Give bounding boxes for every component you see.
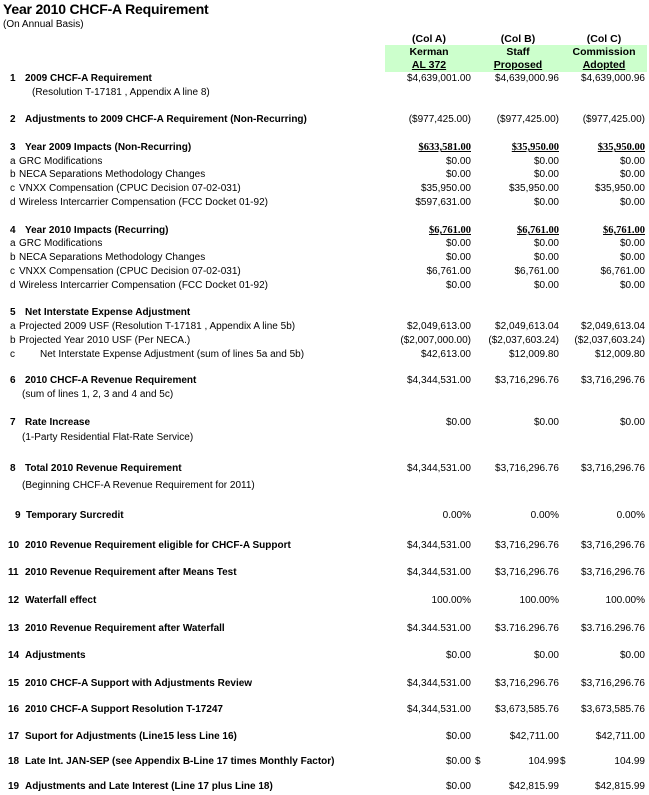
col-b-value: $3,716,296.76 (495, 567, 559, 578)
col-c-value: $6,761.00 (600, 266, 645, 277)
page-title: Year 2010 CHCF-A Requirement (3, 1, 209, 17)
col-b-value: $6,761.00 (517, 225, 559, 236)
table-row-3 (0, 142, 649, 156)
col-a-value: $0.00 (445, 781, 471, 792)
col-a-value: $4,344,531.00 (407, 463, 471, 474)
line-note: (Resolution T-17181 , Appendix A line 8) (32, 87, 210, 98)
line-label: Adjustments and Late Interest (Line 17 plus Line 18) (25, 781, 273, 792)
table-row-3a (0, 156, 649, 170)
col-c-value: $35,950.00 (597, 142, 645, 153)
col-b-value: $4,639,000.96 (495, 73, 559, 84)
col-c-value: $0.00 (619, 252, 645, 263)
table-row-12 (0, 595, 649, 609)
col-a-value: $0.00 (445, 417, 471, 428)
col-c-value: $3,716,296.76 (581, 463, 645, 474)
col-a-value: $633,581.00 (418, 142, 471, 153)
col-a-value: $4,344,531.00 (407, 678, 471, 689)
table-row-7 (0, 417, 649, 431)
col-b-value: $12,009.80 (508, 349, 559, 360)
col-a-value: $597,631.00 (415, 197, 471, 208)
line-letter: c (10, 349, 15, 360)
table-row-14 (0, 650, 649, 664)
col-c-value: 0.00% (616, 510, 645, 521)
col-b-value: $0.00 (533, 650, 559, 661)
table-row-2 (0, 114, 649, 128)
col-a-value: $6,761.00 (426, 266, 471, 277)
table-row-8-note (0, 480, 649, 494)
col-a-value: $0.00 (445, 731, 471, 742)
table-row-17 (0, 731, 649, 745)
line-label: Wireless Intercarrier Compensation (FCC Docket 01-92) (19, 280, 268, 291)
col-b-value: $0.00 (533, 156, 559, 167)
table-row-1 (0, 73, 649, 87)
table-row-11 (0, 567, 649, 581)
table-row-15 (0, 678, 649, 692)
line-label: VNXX Compensation (CPUC Decision 07-02-031) (19, 266, 241, 277)
col-c-value: $3,716,296.76 (581, 375, 645, 386)
col-c-value: $3,673,585.76 (581, 704, 645, 715)
line-label: Temporary Surcredit (26, 510, 124, 521)
col-a-value: $0.00 (445, 169, 471, 180)
col-c-sub: Adopted (582, 59, 626, 71)
line-letter: b (10, 252, 16, 263)
line-number: 7 (10, 417, 16, 428)
col-a-value: ($977,425.00) (408, 114, 471, 125)
col-c-value: $0.00 (619, 417, 645, 428)
col-a-value: $4,344,531.00 (407, 375, 471, 386)
table-row-3b (0, 169, 649, 183)
col-c-value: $0.00 (619, 197, 645, 208)
table-row-3c (0, 183, 649, 197)
line-label: 2010 CHCF-A Support Resolution T-17247 (25, 704, 223, 715)
line-label: Total 2010 Revenue Requirement (25, 463, 182, 474)
col-c-value: $3.716.296.76 (581, 623, 645, 634)
line-number: 17 (8, 731, 20, 742)
line-label: NECA Separations Methodology Changes (19, 252, 206, 263)
line-number: 10 (8, 540, 20, 551)
col-b-value: $35,950.00 (508, 183, 559, 194)
table-row-3d (0, 197, 649, 211)
line-label: Adjustments to 2009 CHCF-A Requirement (Non-Recurring) (25, 114, 307, 125)
table-row-6-note (0, 389, 649, 403)
col-b-value: $0.00 (533, 417, 559, 428)
col-a-value: $4.344.531.00 (407, 623, 471, 634)
line-letter: a (10, 238, 16, 249)
col-a-value: $4,639,001.00 (407, 73, 471, 84)
col-b-value: $3,716,296.76 (495, 540, 559, 551)
line-letter: c (10, 266, 15, 277)
col-c-value: $3,716,296.76 (581, 567, 645, 578)
table-row-9 (0, 510, 649, 524)
col-c-value: $42,815.99 (594, 781, 645, 792)
line-letter: a (10, 156, 16, 167)
col-b-value: $0.00 (533, 197, 559, 208)
col-a-value: $0.00 (445, 238, 471, 249)
table-row-5b (0, 335, 649, 349)
col-b-value: $35,950.00 (511, 142, 559, 153)
col-c-value: ($977,425.00) (582, 114, 645, 125)
line-label: Waterfall effect (25, 595, 97, 606)
line-label: VNXX Compensation (CPUC Decision 07-02-031) (19, 183, 241, 194)
line-label: 2010 CHCF-A Support with Adjustments Review (25, 678, 253, 689)
line-letter: c (10, 183, 15, 194)
col-a-name: Kerman (409, 46, 449, 58)
col-c-value: $0.00 (619, 238, 645, 249)
line-number: 2 (10, 114, 16, 125)
col-b-value: 0.00% (530, 510, 559, 521)
line-label: Wireless Intercarrier Compensation (FCC Docket 01-92) (19, 197, 268, 208)
table-row-4c (0, 266, 649, 280)
line-label: 2010 CHCF-A Revenue Requirement (25, 375, 197, 386)
col-b-sub: Proposed (493, 59, 543, 71)
line-number: 11 (8, 567, 19, 578)
line-letter: b (10, 169, 16, 180)
col-b-value: $3,716,296.76 (495, 375, 559, 386)
line-number: 18 (8, 756, 20, 767)
line-number: 1 (10, 73, 16, 84)
col-c-name: Commission (572, 46, 636, 58)
col-a-value: $0.00 (445, 156, 471, 167)
col-a-value: $0.00 (445, 252, 471, 263)
line-letter: d (10, 280, 16, 291)
col-a-sub: AL 372 (411, 59, 447, 71)
line-note: (1-Party Residential Flat-Rate Service) (22, 432, 194, 443)
col-c-value: $0.00 (619, 156, 645, 167)
col-b-value: ($2,037,603.24) (488, 335, 559, 346)
col-b-value: $0.00 (533, 169, 559, 180)
table-row-5c (0, 349, 649, 363)
col-a-value: $0.00 (445, 280, 471, 291)
col-a-value: 0.00% (442, 510, 471, 521)
col-c-value: $35,950.00 (594, 183, 645, 194)
col-b-id: (Col B) (500, 33, 536, 45)
line-label: 2010 Revenue Requirement after Means Test (25, 567, 237, 578)
line-label: 2009 CHCF-A Requirement (25, 73, 152, 84)
col-b-value: $6,761.00 (514, 266, 559, 277)
col-a-value: 100.00% (431, 595, 471, 606)
line-number: 15 (8, 678, 20, 689)
table-row-10 (0, 540, 649, 554)
col-c-value: $0.00 (619, 169, 645, 180)
table-row-19 (0, 781, 649, 795)
col-c-value: $2,049,613.04 (581, 321, 645, 332)
line-label: Net Interstate Expense Adjustment (25, 307, 191, 318)
line-label: Projected 2009 USF (Resolution T-17181 , Appendix A line 5b) (19, 321, 296, 332)
col-b-value: $3,673,585.76 (495, 704, 559, 715)
col-c-value: $3,716,296.76 (581, 678, 645, 689)
table-row-4 (0, 225, 649, 239)
col-c-value: $0.00 (619, 280, 645, 291)
line-number: 16 (8, 704, 20, 715)
col-a-value: $0.00 (445, 650, 471, 661)
line-label: GRC Modifications (19, 156, 103, 167)
line-number: 6 (10, 375, 16, 386)
line-number: 4 (10, 225, 16, 236)
col-b-value: $2,049,613.04 (495, 321, 559, 332)
col-b-value (475, 756, 559, 767)
col-c-value: $0.00 (619, 650, 645, 661)
col-b-value: $3.716.296.76 (495, 623, 559, 634)
line-number: 5 (10, 307, 16, 318)
table-row-4a (0, 238, 649, 252)
line-number: 9 (15, 510, 21, 521)
col-c-value: $3,716,296.76 (581, 540, 645, 551)
col-c-value: $6,761.00 (603, 225, 645, 236)
col-b-value: $42,711.00 (509, 731, 559, 742)
line-number: 19 (8, 781, 20, 792)
table-row-16 (0, 704, 649, 718)
table-row-7-note (0, 432, 649, 446)
col-a-value: ($2,007,000.00) (400, 335, 471, 346)
line-label: Net Interstate Expense Adjustment (sum of lines 5a and 5b) (40, 349, 305, 360)
line-number: 3 (10, 142, 16, 153)
table-row-4d (0, 280, 649, 294)
col-b-value: ($977,425.00) (496, 114, 559, 125)
table-row-6 (0, 375, 649, 389)
line-letter: a (10, 321, 16, 332)
currency-sign: $ (560, 756, 566, 767)
table-row-4b (0, 252, 649, 266)
col-a-value: $0.00 (445, 756, 471, 767)
amount: 104.99 (614, 756, 645, 767)
line-label: Year 2010 Impacts (Recurring) (25, 225, 169, 236)
col-b-value: $42,815.99 (508, 781, 559, 792)
line-number: 13 (8, 623, 20, 634)
col-b-value: $3,716,296.76 (495, 678, 559, 689)
line-number: 8 (10, 463, 16, 474)
col-c-value (560, 756, 645, 767)
table-row-1-note (0, 87, 649, 101)
col-b-value: $0.00 (533, 252, 559, 263)
col-a-value: $4,344,531.00 (407, 567, 471, 578)
col-b-name: Staff (506, 46, 530, 58)
amount: 104.99 (528, 756, 559, 767)
line-label: Projected Year 2010 USF (Per NECA.) (19, 335, 191, 346)
line-label: GRC Modifications (19, 238, 103, 249)
col-c-value: $4,639,000.96 (581, 73, 645, 84)
table-row-13 (0, 623, 649, 637)
line-label: Suport for Adjustments (Line15 less Line 16) (25, 731, 237, 742)
table-row-8 (0, 463, 649, 477)
line-note: (sum of lines 1, 2, 3 and 4 and 5c) (22, 389, 174, 400)
table-row-5 (0, 307, 649, 321)
col-c-value: ($2,037,603.24) (574, 335, 645, 346)
line-label: Adjustments (25, 650, 86, 661)
line-label: 2010 Revenue Requirement eligible for CHCF-A Support (25, 540, 291, 551)
col-b-value: $3,716,296.76 (495, 463, 559, 474)
line-label: Rate Increase (25, 417, 91, 428)
col-b-value: $0.00 (533, 280, 559, 291)
col-a-value: $4,344,531.00 (407, 540, 471, 551)
line-note: (Beginning CHCF-A Revenue Requirement for 2011) (22, 480, 255, 491)
col-a-value: $2,049,613.00 (407, 321, 471, 332)
col-a-value: $6,761.00 (429, 225, 471, 236)
line-number: 12 (8, 595, 20, 606)
col-c-value: 100.00% (605, 595, 645, 606)
col-b-value: 100.00% (519, 595, 559, 606)
line-number: 14 (8, 650, 20, 661)
col-c-value: $12,009.80 (594, 349, 645, 360)
line-label: Late Int. JAN-SEP (see Appendix B-Line 17 times Monthly Factor) (25, 756, 335, 767)
col-c-value: $42,711.00 (595, 731, 645, 742)
line-label: NECA Separations Methodology Changes (19, 169, 206, 180)
col-b-value: $0.00 (533, 238, 559, 249)
page-subtitle: (On Annual Basis) (3, 19, 84, 30)
col-a-value: $35,950.00 (420, 183, 471, 194)
line-label: 2010 Revenue Requirement after Waterfall (25, 623, 225, 634)
col-c-id: (Col C) (586, 33, 622, 45)
table-row-5a (0, 321, 649, 335)
line-label: Year 2009 Impacts (Non-Recurring) (25, 142, 192, 153)
line-letter: d (10, 197, 16, 208)
col-a-id: (Col A) (411, 33, 447, 45)
col-a-value: $42,613.00 (420, 349, 471, 360)
col-a-value: $4,344,531.00 (407, 704, 471, 715)
line-letter: b (10, 335, 16, 346)
table-row-18 (0, 756, 649, 770)
currency-sign: $ (475, 756, 481, 767)
